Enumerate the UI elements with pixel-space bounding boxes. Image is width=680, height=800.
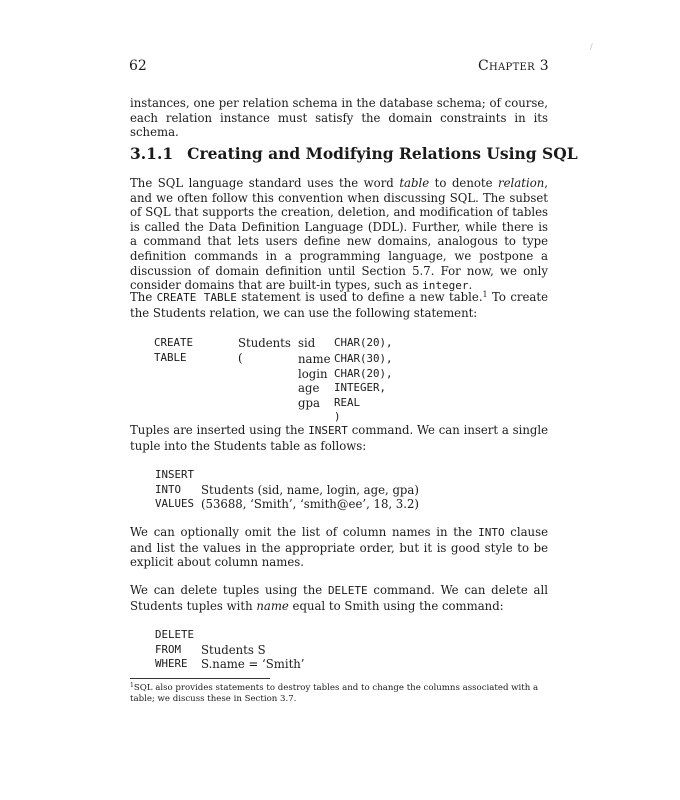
text-run: . bbox=[468, 278, 473, 293]
section-heading bbox=[130, 144, 578, 163]
paragraph-insert bbox=[130, 423, 548, 453]
code-keyword: WHERE bbox=[155, 657, 188, 671]
text-run: to denote bbox=[429, 176, 499, 190]
page-number: 62 bbox=[129, 58, 147, 74]
footnote-ref: 1 bbox=[482, 290, 488, 299]
text-run: command. We can delete all Students tuples with bbox=[130, 583, 548, 613]
code-keyword: VALUES bbox=[155, 497, 195, 511]
margin-mark: / bbox=[590, 42, 593, 51]
footnote-text: SQL also provides statements to destroy tables and to change the columns associated with a table; we discuss these in Section 3.7. bbox=[130, 683, 539, 704]
footnote-rule bbox=[130, 678, 270, 679]
paragraph-sql-standard bbox=[130, 176, 548, 294]
code-line: S.name = ‘Smith’ bbox=[201, 657, 305, 672]
text-run: Tuples are inserted using the bbox=[130, 423, 309, 437]
paragraph-create-table bbox=[130, 290, 548, 320]
paragraph-delete bbox=[130, 583, 548, 613]
code-col-type: CHAR(30), bbox=[334, 352, 393, 365]
text-run: We can delete tuples using the bbox=[130, 583, 328, 597]
code-line: Students (sid, name, login, age, gpa) bbox=[201, 482, 419, 497]
code-into: INTO bbox=[478, 526, 505, 539]
footnote-number: 1 bbox=[130, 682, 134, 689]
code-table-name: Students ( bbox=[238, 336, 291, 365]
code-keyword: DELETE bbox=[155, 628, 195, 641]
text-run: clause and list the values in the appropriate order, but it is good style to be explicit about column names. bbox=[130, 525, 548, 570]
emph-table: table bbox=[399, 176, 430, 190]
code-line: Students S bbox=[201, 642, 266, 657]
code-col-name: sid bbox=[298, 336, 316, 350]
text-run: The SQL language standard uses the word bbox=[130, 176, 400, 190]
section-title: Creating and Modifying Relations Using SQL bbox=[187, 144, 578, 163]
code-keyword: INSERT bbox=[155, 468, 195, 481]
code-col-name: name bbox=[298, 352, 331, 366]
code-col-name: login bbox=[298, 366, 328, 381]
chapter-heading: Chapter 3 bbox=[478, 58, 549, 74]
code-insert: INSERT bbox=[308, 424, 348, 437]
text-run: The bbox=[130, 290, 157, 304]
text-run: , and we often follow this convention when discussing SQL. The subset of SQL that supports the creation, deletion, and modification of tables is called the Data Definition Language (DDL). Further, while there is a command that lets users define new domains, analogous to type definition commands in a programming language, we postpone a discussion of domain definition until Section 5.7. For now, we only consider domains that are built-in types, such as bbox=[130, 176, 548, 293]
code-col-name: gpa bbox=[298, 395, 320, 410]
text-run: command. We can insert a single tuple into the Students table as follows: bbox=[130, 423, 549, 453]
code-delete: DELETE bbox=[327, 584, 368, 597]
emph-relation: relation bbox=[498, 176, 545, 190]
code-integer: integer bbox=[422, 279, 469, 293]
code-keyword: INTO bbox=[155, 482, 182, 496]
code-keyword: FROM bbox=[155, 642, 182, 656]
text-run: To create the Students relation, we can use the following statement: bbox=[130, 290, 548, 320]
section-number: 3.1.1 bbox=[130, 144, 174, 163]
code-create-table: CREATE TABLE bbox=[156, 291, 237, 304]
code-col-type: CHAR(20), bbox=[334, 336, 393, 349]
code-col-type: CHAR(20), bbox=[334, 366, 393, 380]
code-col-name: age bbox=[298, 381, 320, 396]
text-run: We can optionally omit the list of column names in the bbox=[130, 525, 479, 539]
code-keyword: CREATE TABLE bbox=[154, 336, 194, 364]
text-run: equal to Smith using the command: bbox=[288, 598, 504, 613]
emph-name: name bbox=[256, 598, 289, 613]
text-run: statement is used to define a new table. bbox=[236, 290, 483, 304]
code-line: (53688, ‘Smith’, ‘smith@ee’, 18, 3.2) bbox=[201, 497, 419, 512]
paragraph-intro: instances, one per relation schema in the database schema; of course, each relation instance must satisfy the domain constraints in its schema. bbox=[130, 96, 548, 140]
code-col-type: INTEGER, bbox=[334, 381, 387, 395]
footnote bbox=[130, 683, 550, 704]
paragraph-omit-columns bbox=[130, 525, 548, 570]
code-col-type: REAL ) bbox=[334, 395, 361, 424]
